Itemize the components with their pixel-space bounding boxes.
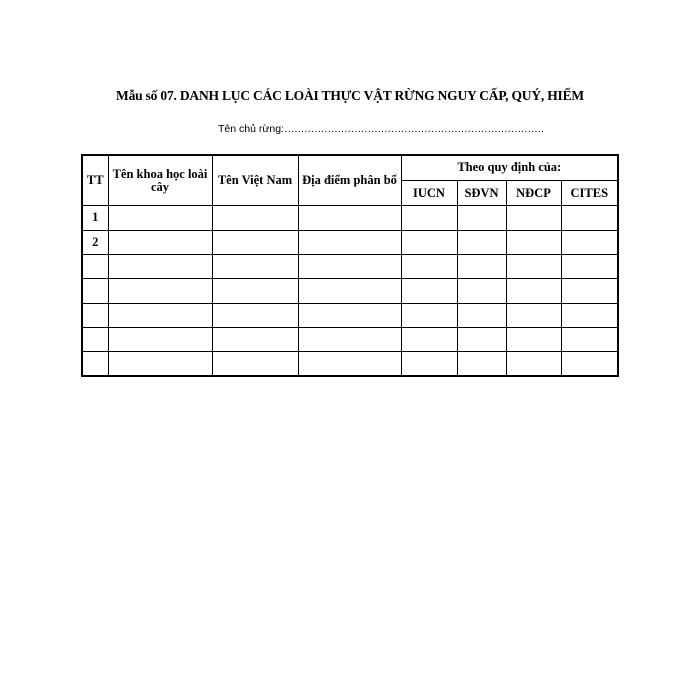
cell-scientific-name <box>108 352 212 376</box>
cell-ndcp <box>506 303 561 327</box>
row-tt: 2 <box>82 230 108 254</box>
table-row <box>82 230 618 254</box>
forest-owner-line <box>218 123 544 135</box>
cell-cites <box>561 230 618 254</box>
row-tt <box>82 327 108 351</box>
cell-scientific-name <box>108 279 212 303</box>
cell-vietnamese-name <box>212 230 298 254</box>
cell-location <box>298 230 401 254</box>
cell-location <box>298 279 401 303</box>
cell-sdvn <box>457 352 506 376</box>
cell-scientific-name <box>108 230 212 254</box>
table-row <box>82 327 618 351</box>
cell-cites <box>561 327 618 351</box>
table-row <box>82 254 618 278</box>
forest-owner-blank: …………………………………………………………………… <box>283 123 544 135</box>
cell-cites <box>561 279 618 303</box>
cell-location <box>298 352 401 376</box>
cell-vietnamese-name <box>212 254 298 278</box>
header-iucn: IUCN <box>401 180 457 205</box>
header-ndcp: NĐCP <box>506 180 561 205</box>
cell-vietnamese-name <box>212 279 298 303</box>
header-scientific-name: Tên khoa học loài cây <box>108 155 212 206</box>
cell-location <box>298 206 401 230</box>
cell-iucn <box>401 303 457 327</box>
header-vietnamese-name: Tên Việt Nam <box>212 155 298 206</box>
cell-iucn <box>401 279 457 303</box>
cell-ndcp <box>506 352 561 376</box>
cell-ndcp <box>506 254 561 278</box>
cell-sdvn <box>457 206 506 230</box>
cell-iucn <box>401 352 457 376</box>
table-row <box>82 279 618 303</box>
cell-cites <box>561 352 618 376</box>
header-regulation-group: Theo quy định của: <box>401 155 618 180</box>
cell-vietnamese-name <box>212 327 298 351</box>
header-location: Địa điểm phân bố <box>298 155 401 206</box>
cell-cites <box>561 303 618 327</box>
row-tt <box>82 279 108 303</box>
forest-owner-label: Tên chủ rừng: <box>218 123 284 135</box>
cell-ndcp <box>506 230 561 254</box>
header-sdvn: SĐVN <box>457 180 506 205</box>
table-row <box>82 206 618 230</box>
cell-sdvn <box>457 303 506 327</box>
cell-ndcp <box>506 327 561 351</box>
cell-scientific-name <box>108 303 212 327</box>
header-cites: CITES <box>561 180 618 205</box>
cell-location <box>298 303 401 327</box>
cell-sdvn <box>457 279 506 303</box>
cell-sdvn <box>457 254 506 278</box>
cell-cites <box>561 206 618 230</box>
cell-iucn <box>401 327 457 351</box>
cell-scientific-name <box>108 327 212 351</box>
table-row <box>82 303 618 327</box>
row-tt <box>82 303 108 327</box>
cell-ndcp <box>506 206 561 230</box>
cell-cites <box>561 254 618 278</box>
cell-vietnamese-name <box>212 206 298 230</box>
document-title: Mẫu số 07. DANH LỤC CÁC LOÀI THỰC VẬT RỪNG NGUY CẤP, QUÝ, HIẾM <box>116 88 584 103</box>
cell-iucn <box>401 254 457 278</box>
species-table <box>81 154 619 377</box>
cell-scientific-name <box>108 206 212 230</box>
row-tt <box>82 352 108 376</box>
table-row <box>82 352 618 376</box>
cell-ndcp <box>506 279 561 303</box>
cell-scientific-name <box>108 254 212 278</box>
cell-vietnamese-name <box>212 352 298 376</box>
cell-vietnamese-name <box>212 303 298 327</box>
cell-sdvn <box>457 327 506 351</box>
cell-iucn <box>401 230 457 254</box>
cell-location <box>298 254 401 278</box>
cell-iucn <box>401 206 457 230</box>
row-tt: 1 <box>82 206 108 230</box>
row-tt <box>82 254 108 278</box>
cell-sdvn <box>457 230 506 254</box>
cell-location <box>298 327 401 351</box>
header-tt: TT <box>82 155 108 206</box>
